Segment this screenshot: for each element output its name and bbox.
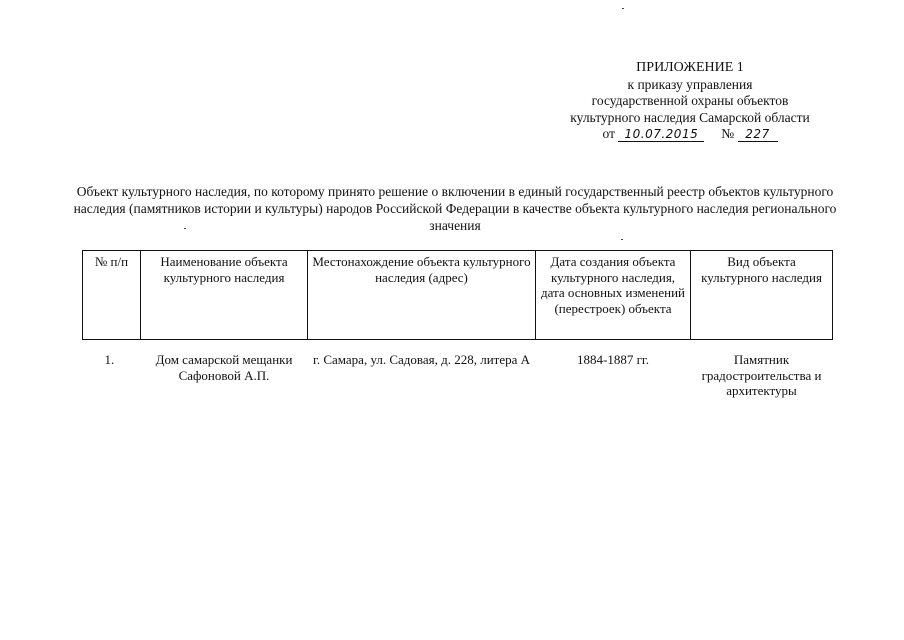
cell-number: 1. (104, 352, 115, 367)
cell-dates: 1884-1887 гг. (576, 352, 650, 367)
appendix-title: ПРИЛОЖЕНИЕ 1 (636, 60, 744, 75)
header-name: Наименование объекта культурного наследия (141, 251, 308, 340)
appendix-line: культурного наследия Самарской области (570, 109, 810, 125)
appendix-line: государственной охраны объектов (591, 93, 789, 108)
document-heading: Объект культурного наследия, по которому принято решение о включении в единый государственный реестр объектов культурного наследия (памятников истории и культуры) народов Российской Федерации в качестве объекта культурного наследия регионального значения (73, 184, 837, 233)
date-prefix: от (602, 126, 615, 141)
heritage-table (82, 250, 833, 399)
table-header-row (83, 251, 833, 340)
scan-speck (621, 239, 623, 240)
header-type: Вид объекта культурного наследия (691, 251, 833, 340)
header-address: Местонахождение объекта культурного наследия (адрес) (308, 251, 536, 340)
cell-name: Дом самарской мещанки Сафоновой А.П. (155, 352, 293, 383)
handwritten-date: 10.07.2015 (618, 128, 704, 142)
cell-address: г. Самара, ул. Садовая, д. 228, литера А (312, 352, 531, 367)
scan-speck (622, 8, 624, 9)
appendix-line: к приказу управления (627, 76, 753, 92)
handwritten-number: 227 (738, 128, 778, 142)
cell-type: Памятник градостроительства и архитектуры (701, 352, 822, 398)
number-prefix: № (721, 126, 735, 141)
order-date-number-line (540, 126, 840, 143)
appendix-block (540, 60, 840, 143)
table-row (83, 340, 833, 399)
header-number: № п/п (83, 251, 141, 340)
header-dates: Дата создания объекта культурного наследия, дата основных изменений (перестроек) объекта (536, 251, 691, 340)
